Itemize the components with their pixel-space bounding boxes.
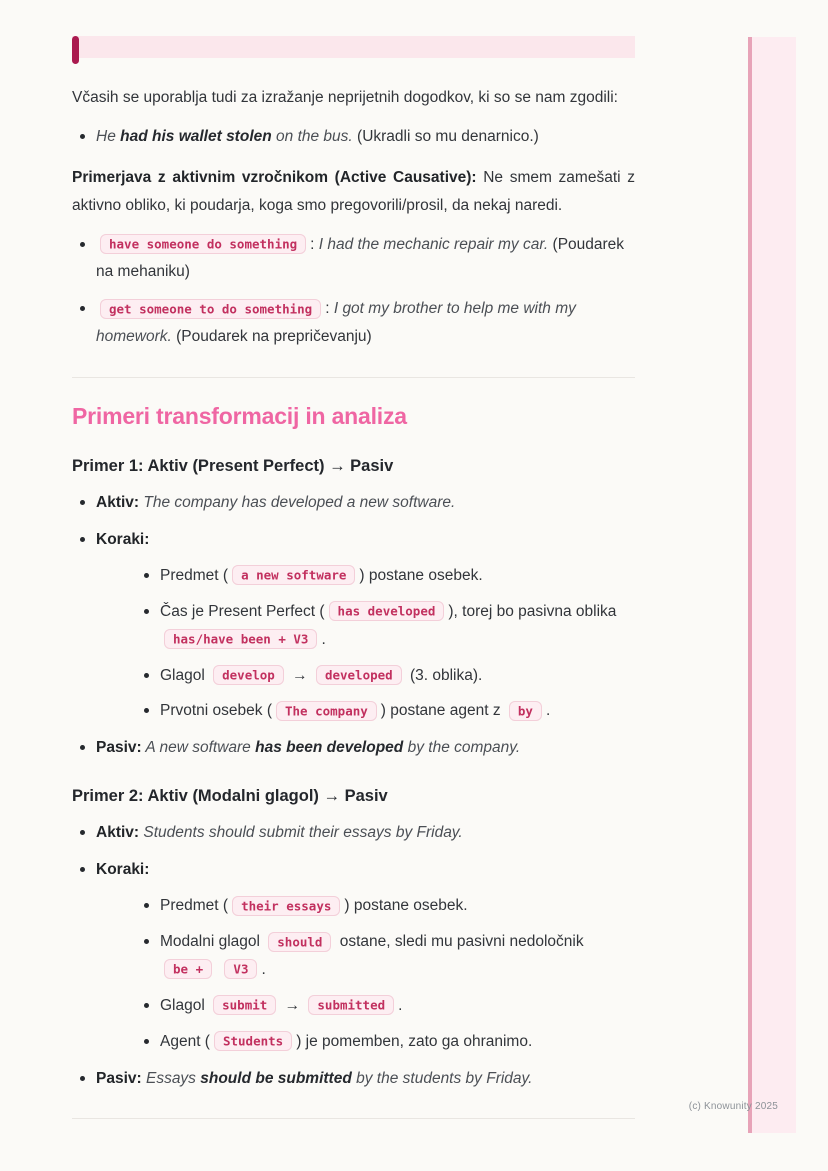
- code-chip: developed: [316, 665, 402, 685]
- primer1-title: Primer 1: Aktiv (Present Perfect) → Pasiv: [72, 457, 394, 476]
- code-chip: their essays: [232, 896, 340, 916]
- label-bold: Koraki:: [96, 861, 150, 879]
- arrow-text: →: [280, 996, 305, 1014]
- step-text: Glagol: [160, 996, 210, 1014]
- arrow-text: →: [287, 666, 312, 684]
- step-text: ) postane osebek.: [344, 897, 468, 915]
- step-item: [136, 697, 635, 725]
- step-text: ostane, sledi mu pasivni nedoločnik: [335, 933, 584, 950]
- paragraph-text: Ne smem zamešati z aktivno obliko, ki poudarja, koga smo pregovorili/prosil, da nekaj naredi.: [72, 168, 635, 214]
- page-edge-stripe: [748, 37, 796, 1133]
- wallet-example-list: [72, 123, 635, 151]
- primer2-title: Primer 2: Aktiv (Modalni glagol) → Pasiv: [72, 787, 388, 806]
- step-item: [136, 928, 635, 984]
- code-chip: The company: [276, 701, 377, 721]
- step-item: [136, 1028, 635, 1056]
- step-item: [136, 598, 635, 654]
- label-bold: Koraki:: [96, 531, 150, 548]
- paragraph-lead-bold: Primerjava z aktivnim vzročnikom (Active Causative):: [72, 168, 477, 186]
- example-text: I got my brother to help me with my homework.: [96, 300, 576, 346]
- code-chip: a new software: [232, 565, 355, 585]
- label-bold: Pasiv:: [96, 1069, 142, 1087]
- example-text: Essays: [141, 1069, 201, 1087]
- step-text: Glagol: [160, 666, 210, 684]
- primer2-list: [72, 819, 635, 1092]
- list-item-pasiv: [72, 734, 635, 762]
- step-text: ), torej bo pasivna oblika: [448, 602, 617, 620]
- example-text: Students should submit their essays by Friday.: [139, 824, 463, 842]
- step-item: [136, 892, 635, 920]
- step-item: [136, 662, 635, 690]
- code-chip: should: [268, 932, 331, 952]
- code-chip: submit: [213, 995, 276, 1015]
- list-item-aktiv: [72, 489, 635, 517]
- code-chip: submitted: [308, 995, 394, 1015]
- example-text: He: [96, 127, 121, 145]
- step-text: .: [398, 996, 403, 1014]
- example-emphasis: should be submitted: [200, 1069, 352, 1087]
- label-bold: Aktiv:: [96, 824, 140, 842]
- code-chip: get someone to do something: [100, 299, 321, 319]
- step-text: Predmet (: [160, 566, 229, 584]
- example-text: I had the mechanic repair my car.: [318, 235, 549, 253]
- separator-text: :: [325, 300, 334, 318]
- example-text: by the company.: [403, 739, 521, 757]
- step-text: Agent (: [160, 1032, 210, 1050]
- label-bold: Pasiv:: [96, 739, 142, 757]
- step-text: ) postane osebek.: [359, 566, 483, 584]
- step-text: Prvotni osebek (: [160, 702, 272, 720]
- causative-list: [72, 231, 635, 352]
- code-chip: be +: [164, 959, 212, 979]
- step-text: .: [321, 630, 326, 648]
- list-item-pasiv: [72, 1065, 635, 1093]
- code-chip: V3: [224, 959, 257, 979]
- step-text: (3. oblika).: [405, 666, 483, 684]
- code-chip: Students: [214, 1031, 292, 1051]
- note-text: (Poudarek na mehaniku): [96, 235, 625, 281]
- step-text: Modalni glagol: [160, 933, 265, 950]
- step-item: [136, 562, 635, 590]
- note-text: (Poudarek na prepričevanju): [171, 328, 372, 346]
- code-chip: develop: [213, 665, 284, 685]
- steps-sublist: [136, 892, 635, 1055]
- code-chip: has/have been + V3: [164, 629, 317, 649]
- example-text: by the students by Friday.: [351, 1069, 533, 1087]
- paragraph-comparison: [72, 164, 635, 220]
- example-emphasis: has been developed: [255, 739, 404, 757]
- example-emphasis: had his wallet stolen: [120, 127, 272, 145]
- list-item-koraki: [72, 856, 635, 1055]
- list-item: [72, 231, 635, 287]
- example-text: A new software: [141, 739, 256, 757]
- step-item: [136, 992, 635, 1020]
- list-item: [72, 295, 635, 351]
- code-chip: has developed: [329, 601, 445, 621]
- steps-sublist: [136, 562, 635, 725]
- step-text: .: [545, 702, 551, 720]
- list-item: [72, 123, 635, 151]
- code-chip: by: [509, 701, 542, 721]
- step-text: Predmet (: [160, 897, 229, 915]
- step-text: .: [261, 960, 266, 978]
- section-heading: Primeri transformacij in analiza: [72, 403, 407, 430]
- label-bold: Aktiv:: [96, 494, 140, 512]
- translation-text: (Ukradli so mu denarnico.): [352, 127, 539, 145]
- step-text: ) je pomemben, zato ga ohranimo.: [296, 1032, 533, 1050]
- step-text: ) postane agent z: [380, 702, 505, 720]
- separator-text: :: [310, 235, 319, 253]
- list-item-koraki: [72, 526, 635, 725]
- primer1-list: [72, 489, 635, 762]
- paragraph-text: Včasih se uporablja tudi za izražanje neprijetnih dogodkov, ki so se nam zgodili:: [72, 89, 618, 106]
- list-item-aktiv: [72, 819, 635, 847]
- example-text: The company has developed a new software.: [139, 494, 456, 512]
- bottom-divider: [72, 1118, 635, 1119]
- callout-remnant-bar: [72, 36, 635, 58]
- section-divider: [72, 377, 635, 378]
- step-text: Čas je Present Perfect (: [160, 602, 325, 620]
- example-text: on the bus.: [271, 127, 353, 145]
- callout-left-marker: [72, 36, 79, 64]
- paragraph-intro: [72, 84, 635, 112]
- step-text: [216, 961, 220, 978]
- document-content: [72, 0, 635, 1119]
- code-chip: have someone do something: [100, 234, 306, 254]
- copyright-watermark: (c) Knowunity 2025: [688, 1101, 778, 1112]
